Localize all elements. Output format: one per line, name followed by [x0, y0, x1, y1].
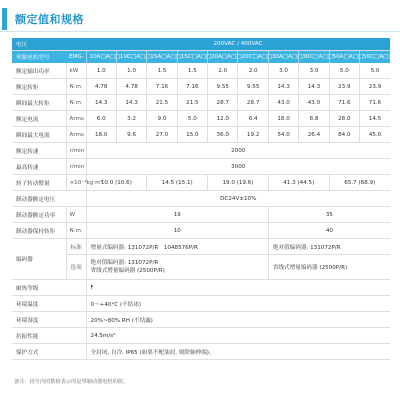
value-cell: 6.4: [238, 111, 268, 127]
model-cell: 30A□A□□: [268, 51, 298, 64]
value-cell: 14.5 (15.1): [147, 175, 208, 191]
row-label: 编码器: [12, 239, 66, 280]
voltage-label: 电压: [12, 38, 86, 51]
title-accent: [2, 8, 7, 30]
row-unit: N·m: [66, 223, 86, 239]
row-label: 额定输出功率: [12, 63, 66, 79]
value-cell: 84.0: [329, 127, 359, 143]
value-cell: 18.0: [268, 111, 298, 127]
value-cell: 1.0: [86, 63, 116, 79]
row-label: 环境湿度: [12, 312, 86, 328]
rated-speed-row: [12, 143, 390, 159]
brake-power-row: [12, 207, 390, 223]
model-cell: 30C□A□□: [299, 51, 329, 64]
spec-table: [12, 38, 394, 360]
value-cell: 9.6: [116, 127, 146, 143]
value-cell: 8.8: [299, 111, 329, 127]
encoder-sub-label: 选项: [66, 255, 86, 280]
value-cell: [86, 255, 268, 280]
value-cell: 增量式编码器: 131072P/R 1048576P/R: [86, 239, 268, 255]
value-cell: 14.5: [360, 111, 390, 127]
value-cell: 3000: [86, 159, 390, 175]
value-cell: 21.5: [177, 95, 207, 111]
model-cell: 50A□A□□: [329, 51, 359, 64]
protection-row: [12, 344, 390, 360]
row-unit: Arms: [66, 111, 86, 127]
row-label: 瞬间最大转矩: [12, 95, 66, 111]
peak-torque-row: [12, 95, 390, 111]
value-cell: 7.16: [147, 79, 177, 95]
value-cell: 35: [268, 207, 390, 223]
row-label: 耐热等级: [12, 280, 86, 296]
row-unit: r/min: [66, 159, 86, 175]
footnote: 备注：括号内的数值表示的是带制动器电机的值。: [14, 379, 129, 385]
row-unit: N·m: [66, 95, 86, 111]
value-cell: F: [86, 280, 390, 296]
value-cell: 全封闭, 自冷, IP65 (如果不配油封, 则除轴伸端)。: [86, 344, 390, 360]
ambient-humidity-row: [12, 312, 390, 328]
value-cell: 43.0: [268, 95, 298, 111]
value-cell: 19.2: [238, 127, 268, 143]
encoder-option-line: 省线式增量编码器 (2500P/R): [90, 268, 165, 274]
value-cell: 14.3: [86, 95, 116, 111]
value-cell: 19.0 (19.6): [208, 175, 269, 191]
value-cell: 18.0: [86, 127, 116, 143]
value-cell: 绝对值编码器: 131072P/R: [268, 239, 390, 255]
row-label: 最高转速: [12, 159, 66, 175]
row-label: 制动器额定功率: [12, 207, 66, 223]
value-cell: 5.0: [360, 63, 390, 79]
brake-voltage-row: [12, 191, 390, 207]
value-cell: 0～+40°C (不结冰): [86, 296, 390, 312]
value-cell: 5.0: [177, 111, 207, 127]
row-label: 环境温度: [12, 296, 86, 312]
voltage-header-row: [12, 38, 390, 51]
vibration-row: [12, 328, 390, 344]
title-divider: [0, 31, 400, 32]
model-cell: 15C□A□□: [177, 51, 207, 64]
section-title: 额定值和规格: [15, 13, 84, 26]
value-cell: 2000: [86, 143, 390, 159]
value-cell: 23.9: [360, 79, 390, 95]
encoder-option-line: 绝对值编码器: 131072P/R: [90, 260, 159, 266]
rated-power-row: [12, 63, 390, 79]
value-cell: 24.5m/s²: [86, 328, 390, 344]
value-cell: 1.5: [177, 63, 207, 79]
model-cell: 20A□A□□: [208, 51, 238, 64]
value-cell: 14.3: [268, 79, 298, 95]
value-cell: 15.0: [177, 127, 207, 143]
row-label: 额定转矩: [12, 79, 66, 95]
encoder-sub-label: 标准: [66, 239, 86, 255]
row-label: 额定电流: [12, 111, 66, 127]
row-unit: Arms: [66, 127, 86, 143]
value-cell: 26.4: [299, 127, 329, 143]
rated-torque-row: [12, 79, 390, 95]
model-cell: 10A□A□□: [86, 51, 116, 64]
value-cell: 28.7: [238, 95, 268, 111]
row-unit: r/min: [66, 143, 86, 159]
value-cell: 9.0: [147, 111, 177, 127]
row-label: 保护方式: [12, 344, 86, 360]
rated-current-row: [12, 111, 390, 127]
inertia-row: [12, 175, 390, 191]
value-cell: 28.7: [208, 95, 238, 111]
value-cell: 40: [268, 223, 390, 239]
value-cell: 71.6: [360, 95, 390, 111]
value-cell: 12.0: [208, 111, 238, 127]
value-cell: 5.0: [329, 63, 359, 79]
value-cell: 7.16: [177, 79, 207, 95]
value-cell: 省线式增量编码器 (2500P/R): [268, 255, 390, 280]
value-cell: 71.6: [329, 95, 359, 111]
value-cell: 10.0 (10.6): [86, 175, 147, 191]
model-label: 伺服电机型号: [12, 51, 66, 64]
value-cell: 28.0: [329, 111, 359, 127]
value-cell: 27.0: [147, 127, 177, 143]
model-cell: 50C□A□□: [360, 51, 390, 64]
value-cell: 9.55: [238, 79, 268, 95]
value-cell: 19: [86, 207, 268, 223]
max-speed-row: [12, 159, 390, 175]
value-cell: 65.7 (68.9): [329, 175, 390, 191]
encoder-standard-row: [12, 239, 390, 255]
peak-current-row: [12, 127, 390, 143]
value-cell: 43.0: [299, 95, 329, 111]
row-unit: W: [66, 207, 86, 223]
model-cell: 20C□A□□: [238, 51, 268, 64]
value-cell: 41.3 (44.5): [268, 175, 329, 191]
value-cell: 2.0: [238, 63, 268, 79]
value-cell: 20%~80% RH (不结露): [86, 312, 390, 328]
encoder-option-row: [12, 255, 390, 280]
model-cell: 15A□A□□: [147, 51, 177, 64]
value-cell: 2.0: [208, 63, 238, 79]
value-cell: 3.2: [116, 111, 146, 127]
value-cell: 21.5: [147, 95, 177, 111]
value-cell: DC24V±10%: [86, 191, 390, 207]
value-cell: 9.55: [208, 79, 238, 95]
voltage-value: 200VAC / 400VAC: [86, 38, 390, 51]
value-cell: 45.0: [360, 127, 390, 143]
model-header-row: [12, 51, 390, 64]
ambient-temp-row: [12, 296, 390, 312]
value-cell: 54.0: [268, 127, 298, 143]
row-unit: kW: [66, 63, 86, 79]
row-label: 瞬间最大电流: [12, 127, 66, 143]
row-label: 抗振性能: [12, 328, 86, 344]
row-unit: N·m: [66, 79, 86, 95]
row-label: 额定转速: [12, 143, 66, 159]
row-label: 制动器额定电压: [12, 191, 86, 207]
value-cell: 1.5: [147, 63, 177, 79]
row-label: 制动器保持转矩: [12, 223, 66, 239]
model-unit: EMG-: [66, 51, 86, 64]
model-cell: 10C□A□□: [116, 51, 146, 64]
value-cell: 23.9: [329, 79, 359, 95]
value-cell: 36.0: [208, 127, 238, 143]
section-title-bar: [0, 8, 260, 30]
row-label: 转子转动惯量: [12, 175, 66, 191]
value-cell: 4.78: [116, 79, 146, 95]
value-cell: 4.78: [86, 79, 116, 95]
value-cell: 3.0: [299, 63, 329, 79]
value-cell: 3.0: [268, 63, 298, 79]
value-cell: 14.3: [299, 79, 329, 95]
row-unit: ×10⁻⁴kg·m²: [66, 175, 86, 191]
value-cell: 6.0: [86, 111, 116, 127]
value-cell: 10: [86, 223, 268, 239]
value-cell: 1.0: [116, 63, 146, 79]
brake-torque-row: [12, 223, 390, 239]
value-cell: 14.3: [116, 95, 146, 111]
insulation-row: [12, 280, 390, 296]
